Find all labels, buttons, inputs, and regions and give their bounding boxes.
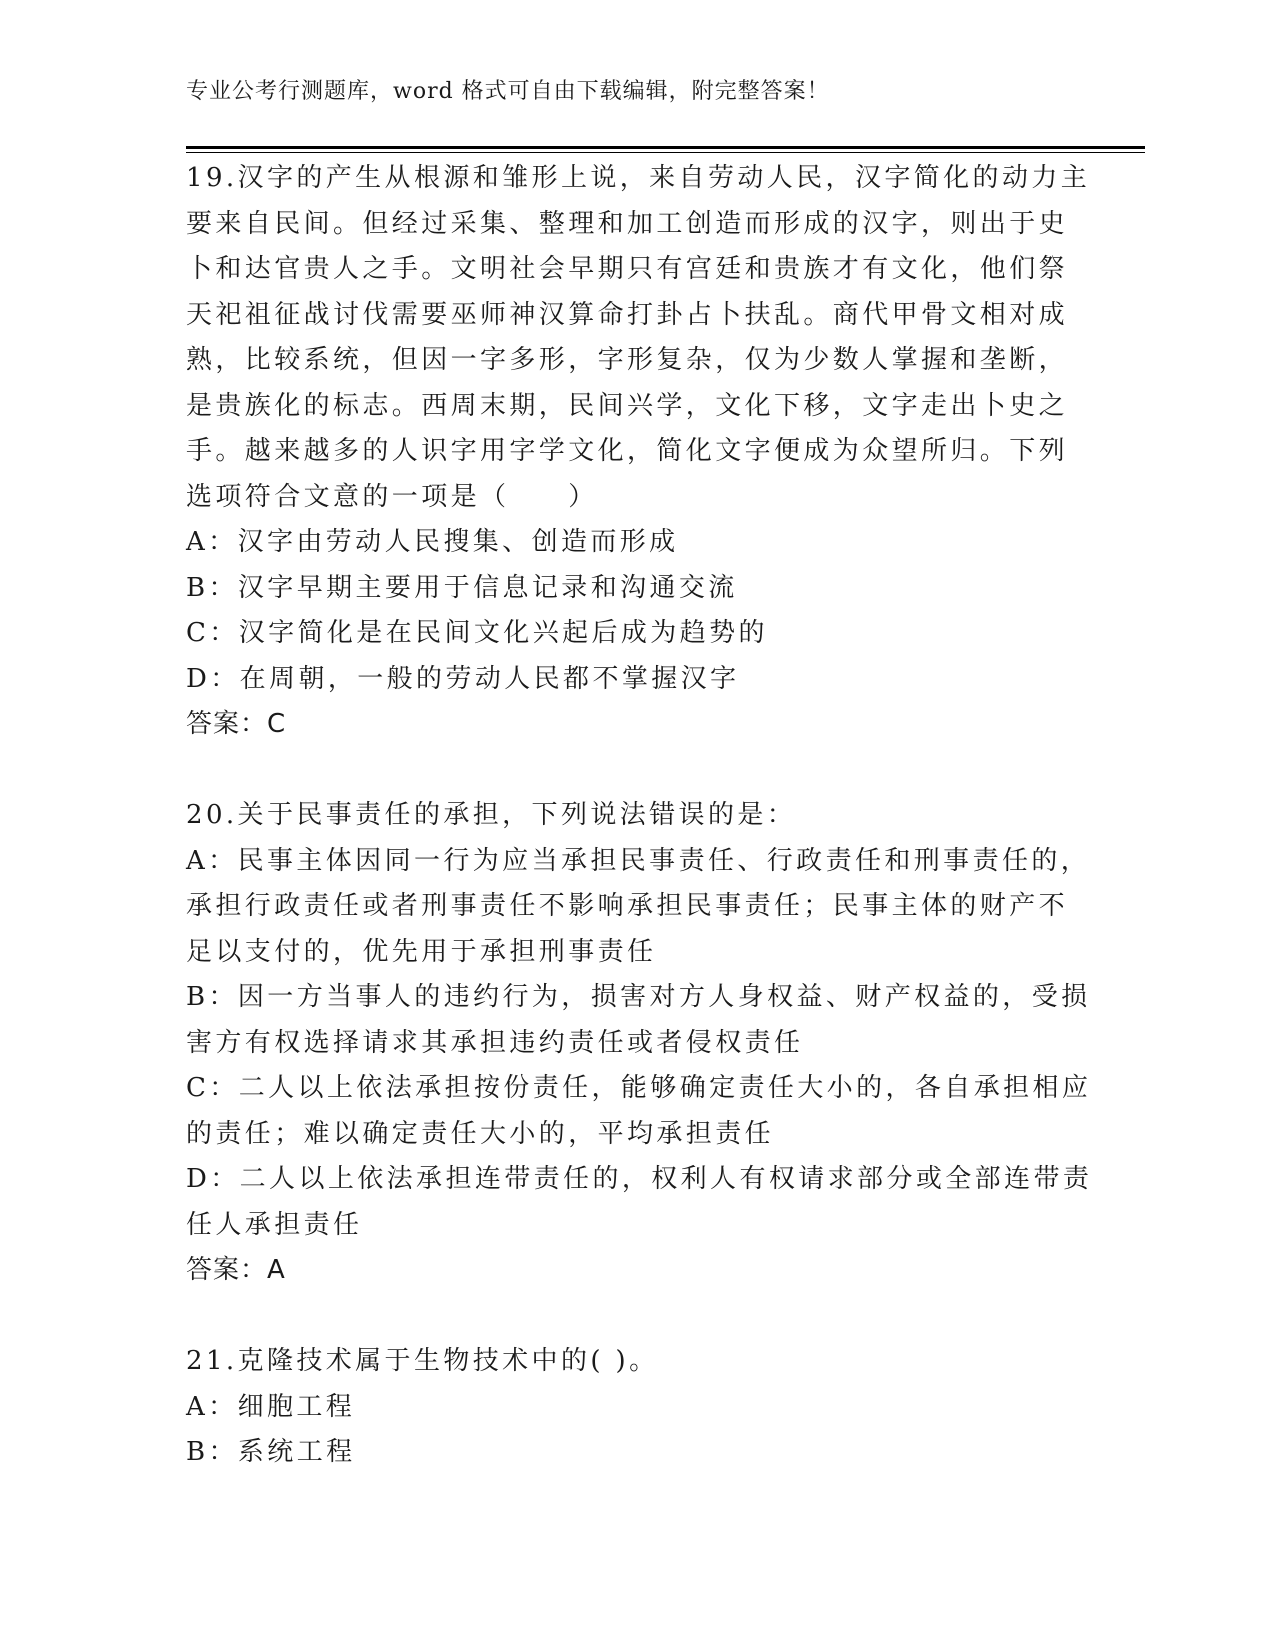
page-header: 专业公考行测题库，word 格式可自由下载编辑，附完整答案！ xyxy=(186,79,830,104)
question-stem-line: 选项符合文意的一项是（ ） xyxy=(186,481,598,512)
option-b-cont: 害方有权选择请求其承担违约责任或者侵权责任 xyxy=(186,1027,804,1058)
answer: 答案：C xyxy=(186,709,287,739)
option-c-cont: 的责任；难以确定责任大小的，平均承担责任 xyxy=(186,1118,775,1149)
question-list xyxy=(186,156,1093,1476)
option-d-cont: 任人承担责任 xyxy=(186,1209,363,1240)
question-stem-line: 19.汉字的产生从根源和雏形上说，来自劳动人民，汉字简化的动力主 xyxy=(186,163,1091,193)
question-stem-line: 要来自民间。但经过采集、整理和加工创造而形成的汉字，则出于史 xyxy=(186,208,1069,239)
question-stem-line: 熟，比较系统，但因一字多形，字形复杂，仅为少数人掌握和垄断， xyxy=(186,345,1069,375)
option-a-cont: 足以支付的，优先用于承担刑事责任 xyxy=(186,936,657,967)
spacer xyxy=(186,748,1066,794)
option-a: A：民事主体因同一行为应当承担民事责任、行政责任和刑事责任的， xyxy=(186,845,1091,876)
answer: 答案：A xyxy=(186,1255,286,1285)
question-stem-line: 手。越来越多的人识字用字学文化，简化文字便成为众望所归。下列 xyxy=(186,436,1069,466)
option-d: D：在周朝，一般的劳动人民都不掌握汉字 xyxy=(186,663,740,694)
question-stem-line: 卜和达官贵人之手。文明社会早期只有宫廷和贵族才有文化，他们祭 xyxy=(186,254,1069,284)
option-d: D：二人以上依法承担连带责任的，权利人有权请求部分或全部连带责 xyxy=(186,1164,1093,1194)
question-stem-line: 是贵族化的标志。西周末期，民间兴学，文化下移，文字走出卜史之 xyxy=(186,390,1069,421)
question-stem-line: 20.关于民事责任的承担，下列说法错误的是： xyxy=(186,800,797,830)
question-stem-line: 天祀祖征战讨伐需要巫师神汉算命打卦占卜扶乱。商代甲骨文相对成 xyxy=(186,299,1069,330)
question-19 xyxy=(186,156,1091,748)
spacer xyxy=(186,1294,1066,1340)
option-b: B：系统工程 xyxy=(186,1437,356,1467)
option-b: B：汉字早期主要用于信息记录和沟通交流 xyxy=(186,572,738,603)
option-c: C：二人以上依法承担按份责任，能够确定责任大小的，各自承担相应 xyxy=(186,1073,1092,1103)
option-b: B：因一方当事人的违约行为，损害对方人身权益、财产权益的，受损 xyxy=(186,982,1091,1012)
option-a: A：细胞工程 xyxy=(186,1391,356,1422)
option-a-cont: 承担行政责任或者刑事责任不影响承担民事责任；民事主体的财产不 xyxy=(186,891,1069,921)
header-divider-thin xyxy=(186,152,1145,153)
question-20 xyxy=(186,793,1093,1294)
question-stem-line: 21.克隆技术属于生物技术中的( )。 xyxy=(186,1346,659,1376)
question-21 xyxy=(186,1339,1066,1476)
option-a: A：汉字由劳动人民搜集、创造而形成 xyxy=(186,527,679,557)
header-divider xyxy=(186,146,1145,149)
option-c: C：汉字简化是在民间文化兴起后成为趋势的 xyxy=(186,618,768,648)
